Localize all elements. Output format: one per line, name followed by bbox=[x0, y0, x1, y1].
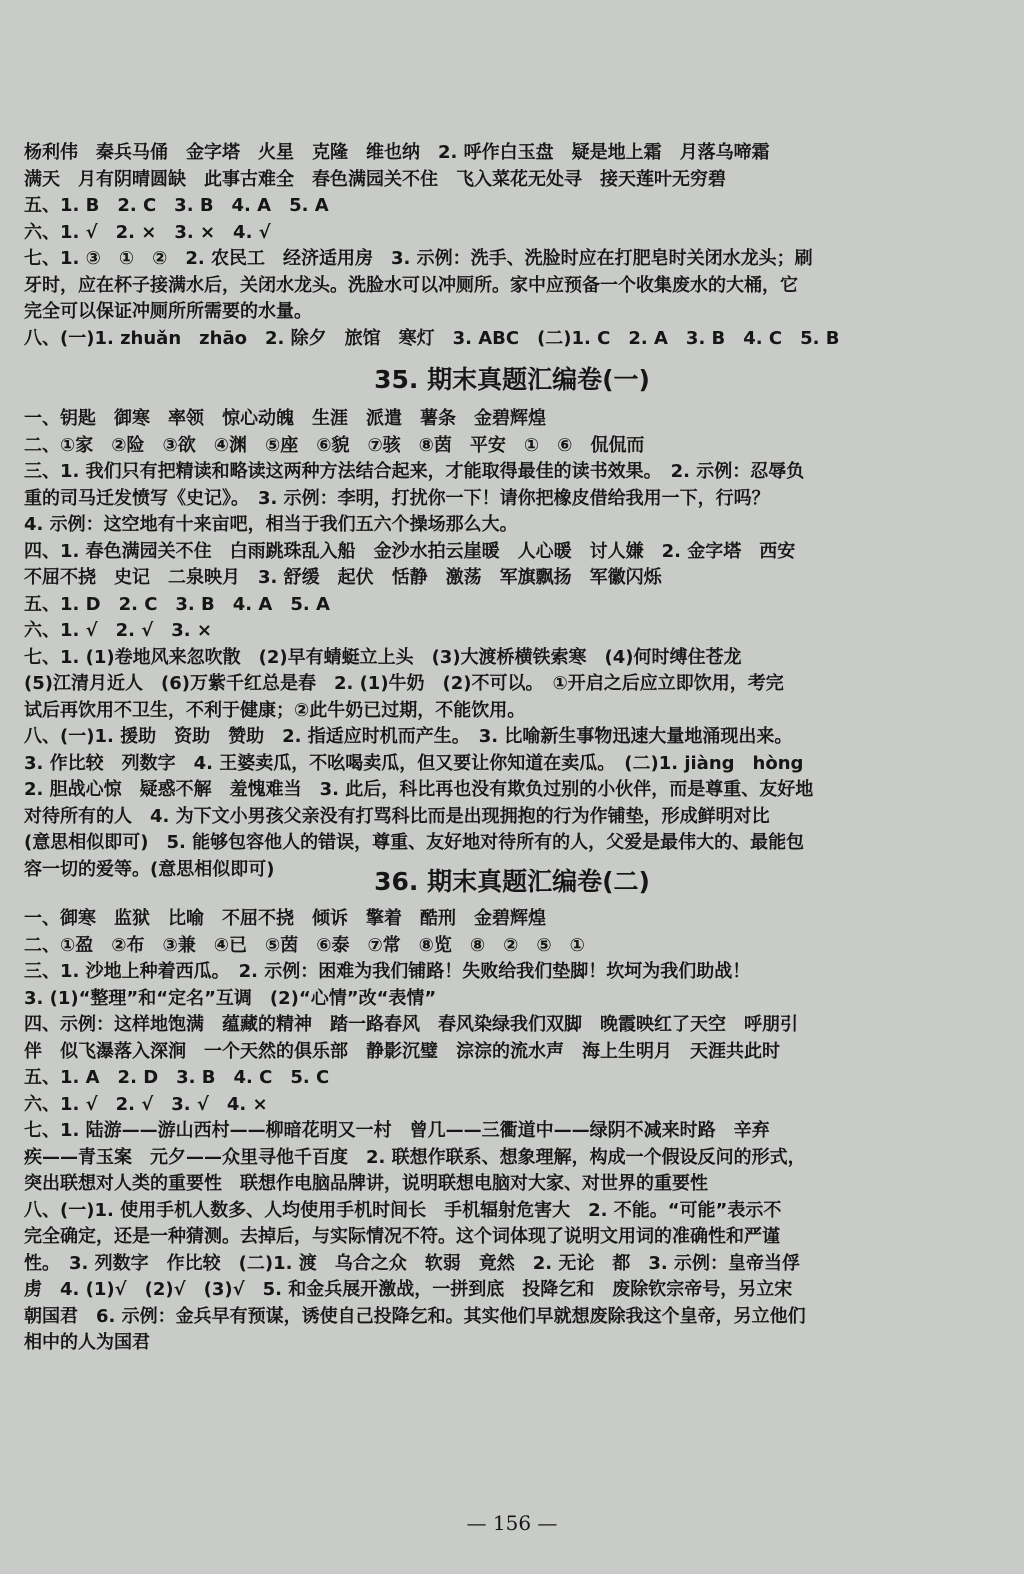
answer-line: 三、1. 沙地上种着西瓜。 2. 示例：困难为我们铺路！失败给我们垫脚！坎坷为我们助战！ bbox=[24, 961, 751, 982]
answer-line: 二、①盈 ②布 ③兼 ④已 ⑤茵 ⑥泰 ⑦常 ⑧览 ⑧ ② ⑤ ① bbox=[24, 934, 585, 956]
answer-line: 五、1. B 2. C 3. B 4. A 5. A bbox=[24, 195, 329, 216]
answer-line: 不屈不挠 史记 二泉映月 3. 舒缓 起伏 恬静 激荡 军旗飘扬 军徽闪烁 bbox=[24, 567, 662, 588]
answer-line: 七、1. ③ ① ② 2. 农民工 经济适用房 3. 示例：洗手、洗脸时应在打肥皂时关闭水龙头；刷 bbox=[24, 248, 813, 269]
intro-answers bbox=[24, 140, 970, 352]
answer-line: 八、(一)1. zhuǎn zhāo 2. 除夕 旅馆 寒灯 3. ABC (二)1. C 2. A 3. B 4. C 5. B bbox=[24, 327, 840, 349]
answer-line: 七、1. 陆游——游山西村——柳暗花明又一村 曾几——三衢道中——绿阴不减来时路 辛弃 bbox=[24, 1120, 770, 1141]
answer-line: 二、①家 ②险 ③欲 ④渊 ⑤座 ⑥貌 ⑦骇 ⑧茵 平安 ① ⑥ 侃侃而 bbox=[24, 434, 645, 456]
answer-line: 2. 胆战心惊 疑惑不解 羞愧难当 3. 此后，科比再也没有欺负过别的小伙伴，而是尊重、友好地 bbox=[24, 779, 814, 800]
section-35-title: 35. 期末真题汇编卷(一) bbox=[374, 365, 650, 394]
answer-line: 对待所有的人 4. 为下文小男孩父亲没有打骂科比而是出现拥抱的行为作铺垫，形成鲜明对比 bbox=[24, 805, 770, 827]
answer-line: 五、1. D 2. C 3. B 4. A 5. A bbox=[24, 593, 330, 615]
answer-line: 相中的人为国君 bbox=[24, 1332, 150, 1353]
answer-line: 伴 似飞瀑落入深涧 一个天然的俱乐部 静影沉璧 淙淙的流水声 海上生明月 天涯共此时 bbox=[24, 1040, 780, 1062]
section-35-answers bbox=[24, 406, 970, 883]
section-36-answers bbox=[24, 906, 970, 1357]
answer-line: 杨利伟 秦兵马俑 金字塔 火星 克隆 维也纳 2. 呼作白玉盘 疑是地上霜 月落乌啼霜 bbox=[24, 142, 770, 163]
answer-line: 4. 示例：这空地有十来亩吧，相当于我们五六个操场那么大。 bbox=[24, 514, 518, 535]
answer-line: 八、(一)1. 使用手机人数多、人均使用手机时间长 手机辐射危害大 2. 不能。“可能”表示不 bbox=[24, 1199, 782, 1221]
answer-line: 八、(一)1. 援助 资助 赞助 2. 指适应时机而产生。 3. 比喻新生事物迅速大量地涌现出来。 bbox=[24, 726, 793, 747]
answer-line: 试后再饮用不卫生，不利于健康；②此牛奶已过期，不能饮用。 bbox=[24, 699, 526, 721]
answer-line: 3. (1)“整理”和“定名”互调 (2)“心情”改“表情” bbox=[24, 987, 437, 1009]
answer-line: 四、示例：这样地饱满 蕴藏的精神 踏一路春风 春风染绿我们双脚 晚霞映红了天空 呼朋引 bbox=[24, 1014, 798, 1035]
answer-line: 六、1. √ 2. × 3. × 4. √ bbox=[24, 221, 271, 243]
answer-line: 六、1. √ 2. √ 3. √ 4. × bbox=[24, 1093, 268, 1115]
answer-line: 牙时，应在杯子接满水后，关闭水龙头。洗脸水可以冲厕所。家中应预备一个收集废水的大桶，它 bbox=[24, 274, 798, 296]
answer-line: 性。 3. 列数字 作比较 (二)1. 渡 乌合之众 软弱 竟然 2. 无论 都 3. 示例：皇帝当俘 bbox=[24, 1252, 800, 1274]
answer-line: 3. 作比较 列数字 4. 王婆卖瓜，不吆喝卖瓜，但又要让你知道在卖瓜。 (二)1. jiàng hòng bbox=[24, 752, 804, 774]
answer-line: 一、御寒 监狱 比喻 不屈不挠 倾诉 擎着 酷刑 金碧辉煌 bbox=[24, 908, 546, 929]
answer-line: 虏 4. (1)√ (2)√ (3)√ 5. 和金兵展开激战，一拼到底 投降乞和 废除钦宗帝号，另立宋 bbox=[24, 1279, 793, 1300]
answer-line: 满天 月有阴晴圆缺 此事古难全 春色满园关不住 飞入菜花无处寻 接天莲叶无穷碧 bbox=[24, 168, 726, 190]
answer-line: 完全确定，还是一种猜测。去掉后，与实际情况不符。这个词体现了说明文用词的准确性和严谨 bbox=[24, 1226, 780, 1247]
answer-line: 容一切的爱等。(意思相似即可) bbox=[24, 858, 275, 880]
answer-line: 三、1. 我们只有把精读和略读这两种方法结合起来，才能取得最佳的读书效果。 2. 示例：忍辱负 bbox=[24, 461, 805, 482]
answer-line: (5)江清月近人 (6)万紫千红总是春 2. (1)牛奶 (2)不可以。 ①开启之后应立即饮用，考完 bbox=[24, 673, 784, 694]
answer-line: 五、1. A 2. D 3. B 4. C 5. C bbox=[24, 1067, 330, 1088]
answer-line: 完全可以保证冲厕所所需要的水量。 bbox=[24, 301, 312, 322]
section-36-title: 36. 期末真题汇编卷(二) bbox=[374, 867, 650, 896]
answer-line: 一、钥匙 御寒 率领 惊心动魄 生涯 派遣 薯条 金碧辉煌 bbox=[24, 408, 546, 429]
answer-line: (意思相似即可) 5. 能够包容他人的错误，尊重、友好地对待所有的人，父爱是最伟大的、最能包 bbox=[24, 832, 805, 853]
answer-line: 四、1. 春色满园关不住 白雨跳珠乱入船 金沙水拍云崖暖 人心暖 讨人嫌 2. 金字塔 西安 bbox=[24, 540, 796, 562]
answer-line: 突出联想对人类的重要性 联想作电脑品牌讲，说明联想电脑对大家、对世界的重要性 bbox=[24, 1173, 708, 1194]
answer-line: 六、1. √ 2. √ 3. × bbox=[24, 620, 212, 641]
answer-line: 重的司马迁发愤写《史记》。 3. 示例：李明，打扰你一下！请你把橡皮借给我用一下，行吗？ bbox=[24, 487, 770, 509]
page-number: — 156 — bbox=[466, 1511, 558, 1535]
answer-line: 朝国君 6. 示例：金兵早有预谋，诱使自己投降乞和。其实他们早就想废除我这个皇帝，另立他们 bbox=[24, 1305, 806, 1327]
answer-line: 七、1. (1)卷地风来忽吹散 (2)早有蜻蜓立上头 (3)大渡桥横铁索寒 (4)何时缚住苍龙 bbox=[24, 646, 742, 668]
answer-line: 疾——青玉案 元夕——众里寻他千百度 2. 联想作联系、想象理解，构成一个假设反问的形式， bbox=[24, 1146, 806, 1168]
